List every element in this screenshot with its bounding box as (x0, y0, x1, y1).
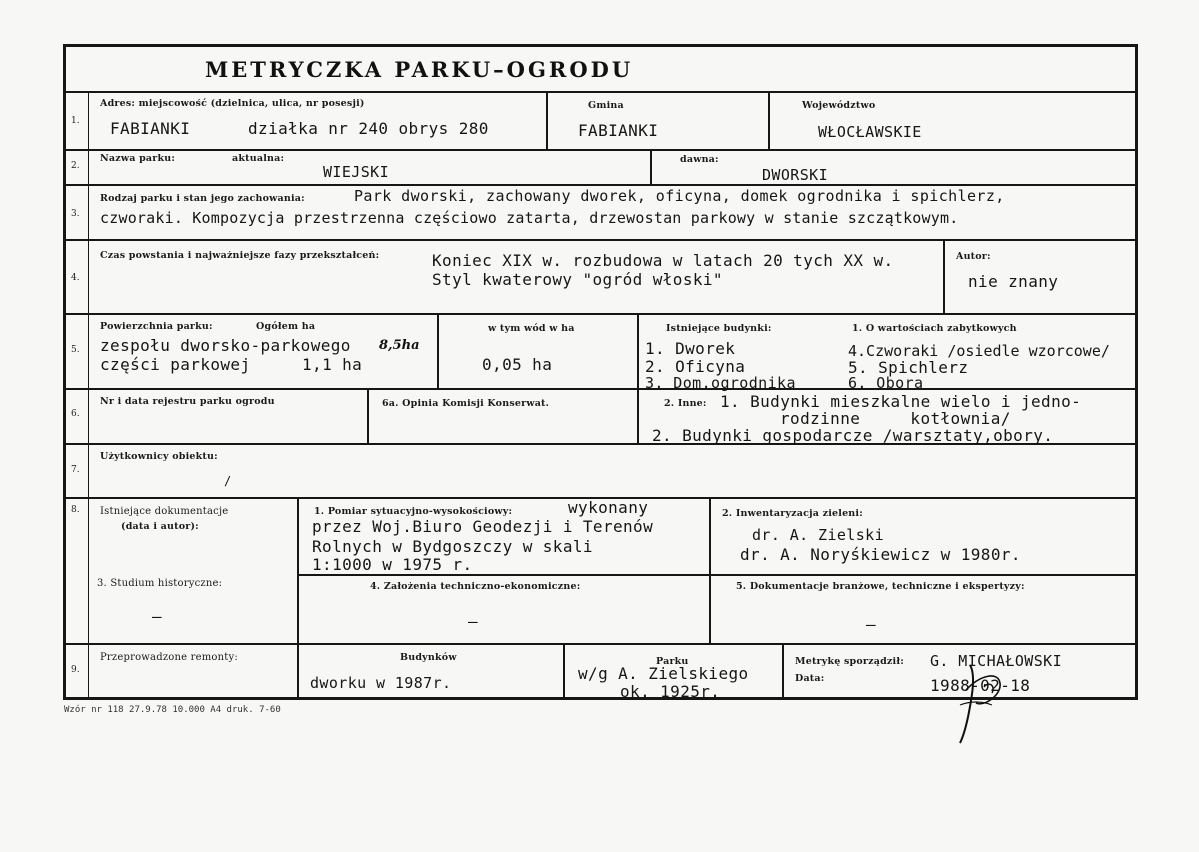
survey-line3: Rolnych w Bydgoszczy w skali (312, 537, 593, 556)
number-column-line (88, 93, 89, 697)
signature (940, 645, 1020, 745)
row9-divider-a (297, 645, 299, 697)
address-plot: działka nr 240 obrys 280 (248, 119, 489, 138)
gmina-value: FABIANKI (578, 121, 659, 140)
row1-number: 1. (71, 116, 80, 126)
survey-line2: przez Woj.Biuro Geodezji i Terenów (312, 517, 654, 536)
area-label: Powierzchnia parku: (100, 321, 213, 332)
water-area-label: w tym wód w ha (488, 323, 575, 334)
row8-number: 8. (71, 505, 80, 515)
prepared-by-label: Metrykę sporządził: (795, 656, 904, 667)
repairs-park-line1: w/g A. Zielskiego (578, 664, 749, 683)
repairs-park-line2: ok. 1925r. (620, 682, 721, 701)
heritage-building-item: 5. Spichlerz (848, 358, 969, 377)
former-name-label: dawna: (680, 154, 719, 165)
historical-study-label: 3. Studium historyczne: (97, 578, 223, 589)
branch-docs-label: 5. Dokumentacje branżowe, techniczne i ekspertyzy: (736, 581, 1025, 592)
water-area-value: 0,05 ha (482, 355, 553, 374)
voivodeship-label: Województwo (802, 100, 876, 111)
divider-title (64, 91, 1138, 93)
row7-number: 7. (71, 465, 80, 475)
repairs-buildings-label: Budynków (400, 652, 457, 663)
history-phases-line1: Koniec XIX w. rozbudowa w latach 20 tych XX w. (432, 251, 894, 270)
divider-row8a (298, 574, 1138, 576)
frame-top (64, 44, 1138, 47)
former-name-value: DWORSKI (762, 166, 829, 184)
historical-study-value: – (152, 607, 163, 626)
park-type-line2: czworaki. Kompozycja przestrzenna częściowo zatarta, drzewostan parkowy w stanie szczątkowym. (100, 209, 959, 227)
branch-docs-value: – (866, 615, 877, 634)
row6-divider-a (367, 390, 369, 443)
repairs-buildings-value: dworku w 1987r. (310, 674, 452, 692)
tech-economic-label: 4. Założenia techniczno-ekonomiczne: (370, 581, 581, 592)
other-buildings-line3: 2. Budynki gospodarcze /warsztaty,obory. (652, 426, 1054, 445)
survey-line1: wykonany (568, 498, 649, 517)
row6-divider-b (637, 390, 639, 443)
greenery-inventory-label: 2. Inwentaryzacja zieleni: (722, 508, 863, 519)
row4-number: 4. (71, 273, 80, 283)
author-label: Autor: (956, 251, 991, 262)
history-phases-label: Czas powstania i najważniejsze fazy przekształceń: (100, 250, 380, 261)
row8-divider-a (297, 499, 299, 643)
heritage-building-item: 6. Obora (848, 374, 924, 392)
gmina-label: Gmina (588, 100, 624, 111)
building-item: 3. Dom.ogrodnika (645, 374, 796, 392)
park-area-value: 1,1 ha (302, 355, 363, 374)
current-name-value: WIEJSKI (323, 163, 390, 181)
divider-row5 (64, 388, 1138, 390)
row1-divider-b (768, 93, 770, 149)
address-label: Adres: miejscowość (dzielnica, ulica, nr posesji) (100, 98, 365, 109)
other-buildings-label: 2. Inne: (664, 398, 707, 409)
complex-area-text: zespołu dworsko-parkowego (100, 336, 351, 355)
form-title: METRYCZKA PARKU–OGRODU (205, 57, 634, 82)
row2-number: 2. (71, 161, 80, 171)
greenery-inventory-line2: dr. A. Noryśkiewicz w 1980r. (740, 545, 1021, 564)
greenery-inventory-line1: dr. A. Zielski (752, 526, 885, 544)
divider-row4 (64, 313, 1138, 315)
row5-divider-a (437, 315, 439, 388)
history-phases-line2: Styl kwaterowy "ogród włoski" (432, 270, 723, 289)
other-buildings-line2: rodzinne kotłownia/ (780, 409, 1011, 428)
row5-divider-b (637, 315, 639, 388)
row1-divider-a (546, 93, 548, 149)
date-value: 1988-02-18 (930, 676, 1031, 695)
documentation-sublabel: (data i autor): (121, 521, 199, 532)
park-name-label: Nazwa parku: (100, 153, 176, 164)
voivodeship-value: WŁOCŁAWSKIE (818, 123, 922, 141)
complex-area-value: 8,5ha (379, 338, 420, 353)
building-item: 1. Dworek (645, 339, 736, 358)
other-buildings-line1: 1. Budynki mieszkalne wielo i jedno- (720, 392, 1082, 411)
divider-row3 (64, 239, 1138, 241)
repairs-park-label: Parku (656, 656, 689, 667)
address-town: FABIANKI (110, 119, 191, 138)
row2-divider (650, 151, 652, 184)
row9-divider-b (563, 645, 565, 697)
building-item: 2. Oficyna (645, 357, 746, 376)
users-value: / (224, 474, 232, 488)
conservation-opinion-label: 6a. Opinia Komisji Konserwat. (382, 398, 550, 409)
existing-buildings-label: Istniejące budynki: (666, 323, 772, 334)
row8-divider-b (709, 499, 711, 643)
survey-line4: 1:1000 w 1975 r. (312, 555, 473, 574)
row9-number: 9. (71, 665, 80, 675)
row3-number: 3. (71, 209, 80, 219)
heritage-building-item: 4.Czworaki /osiedle wzorcowe/ (848, 342, 1110, 360)
current-name-label: aktualna: (232, 153, 285, 164)
date-label: Data: (795, 673, 825, 684)
heritage-label: 1. O wartościach zabytkowych (852, 323, 1017, 334)
print-code: Wzór nr 118 27.9.78 10.000 A4 druk. 7-60 (64, 705, 281, 715)
documentation-label: Istniejące dokumentacje (100, 506, 229, 517)
repairs-label: Przeprowadzone remonty: (100, 652, 238, 663)
prepared-by-value: G. MICHAŁOWSKI (930, 652, 1063, 670)
divider-row1 (64, 149, 1138, 151)
park-type-label: Rodzaj parku i stan jego zachowania: (100, 193, 305, 204)
row5-number: 5. (71, 345, 80, 355)
total-area-label: Ogółem ha (256, 321, 316, 332)
row9-divider-c (782, 645, 784, 697)
park-area-text: części parkowej (100, 355, 251, 374)
park-type-line1: Park dworski, zachowany dworek, oficyna, domek ogrodnika i spichlerz, (354, 187, 1005, 205)
frame-left (63, 44, 66, 700)
author-value: nie znany (968, 272, 1059, 291)
users-label: Użytkownicy obiektu: (100, 451, 218, 462)
row4-divider (943, 241, 945, 313)
tech-economic-value: – (468, 612, 479, 631)
frame-right (1135, 44, 1138, 700)
survey-label: 1. Pomiar sytuacyjno-wysokościowy: (314, 506, 513, 517)
register-label: Nr i data rejestru parku ogrodu (100, 396, 275, 407)
divider-row2 (64, 184, 1138, 186)
row6-number: 6. (71, 409, 80, 419)
